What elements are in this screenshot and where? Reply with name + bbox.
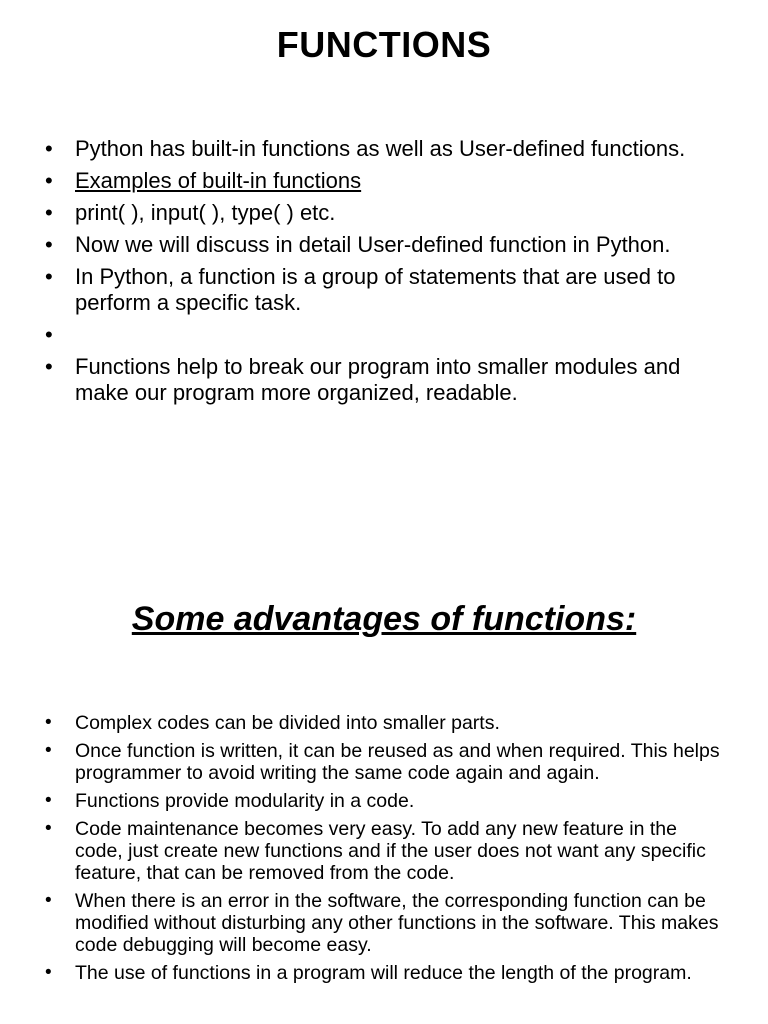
bullet-icon: • [45, 264, 53, 289]
list-item-text: Examples of built-in functions [75, 168, 362, 193]
bullet-icon: • [45, 712, 52, 733]
bullet-icon: • [45, 740, 52, 761]
page-title: FUNCTIONS [276, 24, 492, 65]
list-item [45, 740, 725, 784]
list-item-text: The use of functions in a program will reduce the length of the program. [75, 962, 692, 984]
list-item-text: Functions provide modularity in a code. [75, 790, 415, 812]
list-item-empty [45, 322, 725, 348]
bullet-icon: • [45, 322, 53, 347]
list-item [45, 790, 725, 812]
list-item-text: Functions help to break our program into smaller modules and make our program more organized, readable. [75, 354, 681, 405]
bullet-icon: • [45, 962, 52, 983]
bullet-icon: • [45, 354, 53, 379]
list-item [45, 712, 725, 734]
list-item-text: Complex codes can be divided into smaller parts. [75, 712, 500, 734]
list-item [45, 136, 725, 162]
bullet-icon: • [45, 790, 52, 811]
list-item-text: When there is an error in the software, the corresponding function can be modified without disturbing any other functions in the software. This makes code debugging will become easy. [75, 890, 719, 956]
bullet-icon: • [45, 200, 53, 225]
list-item [45, 264, 725, 316]
list-item-text: Once function is written, it can be reused as and when required. This helps programmer to avoid writing the same code again and again. [75, 740, 720, 784]
bullet-icon: • [45, 168, 53, 193]
intro-bullet-list [45, 136, 725, 412]
list-item-text: Code maintenance becomes very easy. To add any new feature in the code, just create new functions and if the user does not want any specific feature, that can be removed from the code. [75, 818, 706, 884]
list-item [45, 354, 725, 406]
bullet-icon: • [45, 890, 52, 911]
bullet-icon: • [45, 136, 53, 161]
list-item-text: In Python, a function is a group of statements that are used to perform a specific task. [75, 264, 676, 315]
advantages-bullet-list [45, 712, 725, 990]
list-item-text: Now we will discuss in detail User-defined function in Python. [75, 232, 671, 257]
bullet-icon: • [45, 818, 52, 839]
list-item [45, 232, 725, 258]
list-item [45, 890, 725, 956]
list-item-text: print( ), input( ), type( ) etc. [75, 200, 336, 225]
advantages-heading: Some advantages of functions: [131, 600, 637, 638]
list-item-text: Python has built-in functions as well as User-defined functions. [75, 136, 686, 161]
bullet-icon: • [45, 232, 53, 257]
list-item [45, 962, 725, 984]
list-item [45, 168, 725, 194]
list-item [45, 200, 725, 226]
list-item [45, 818, 725, 884]
